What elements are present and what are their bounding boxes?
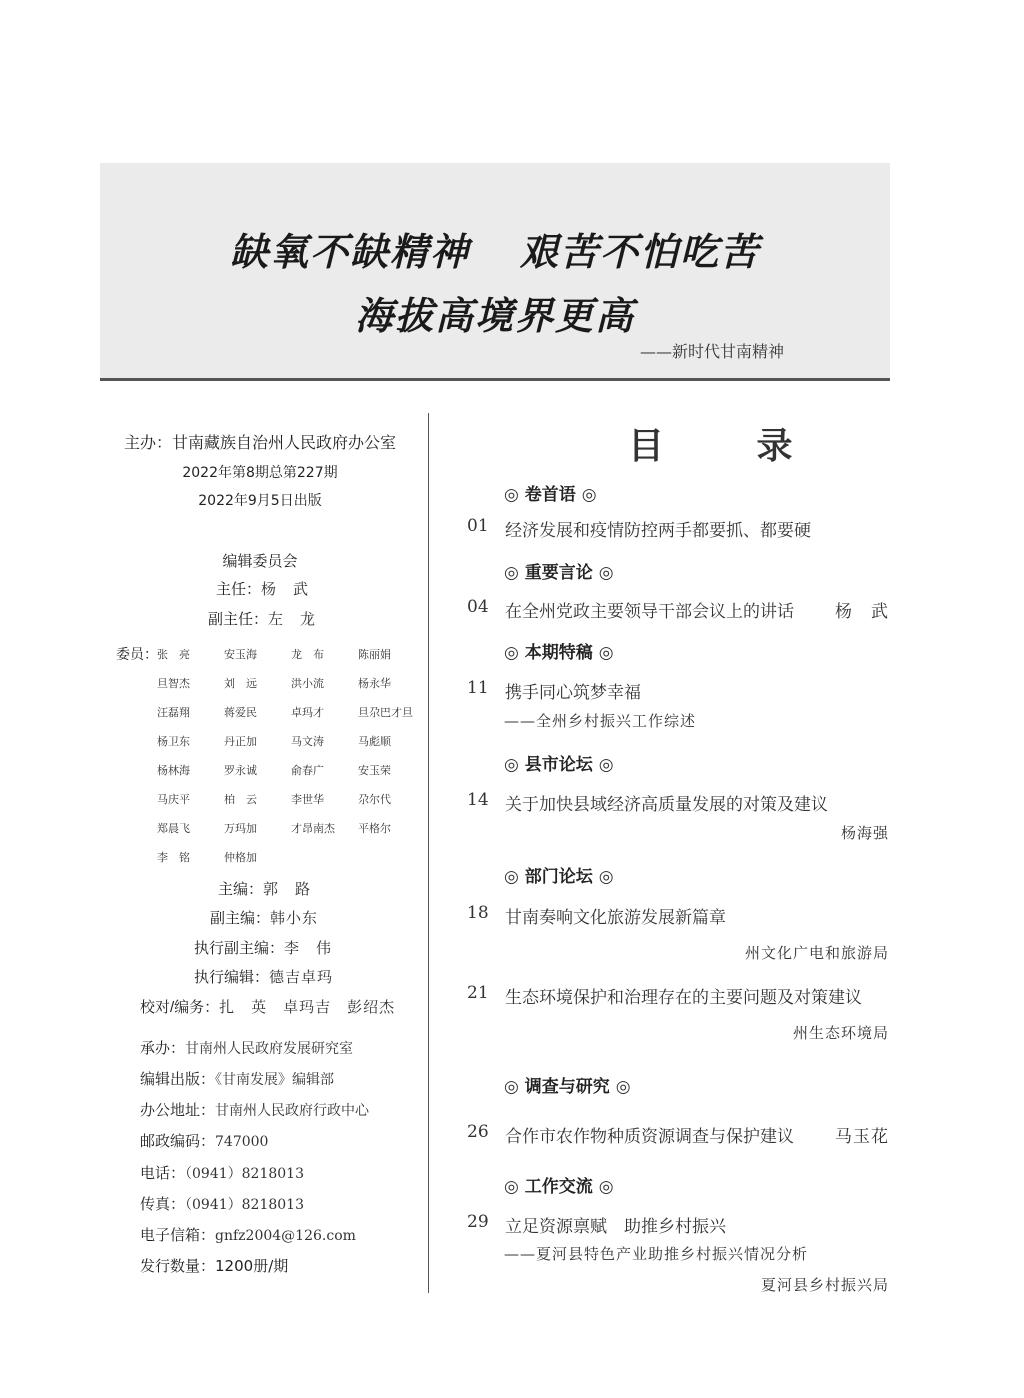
fax-row: 传真：（0941）8218013 xyxy=(140,1195,304,1213)
banner-divider xyxy=(100,378,890,381)
committee-member: 柏 云 xyxy=(224,793,257,806)
publication-date: 2022年9月5日出版 xyxy=(198,493,322,509)
committee-member: 李世华 xyxy=(291,793,324,806)
host-organization: 主办：甘南藏族自治州人民政府办公室 xyxy=(123,433,396,452)
proofreader-row: 校对/编务：扎 英 卓玛吉 彭绍杰 xyxy=(140,998,396,1016)
section-heading: ◎ 部门论坛 ◎ xyxy=(504,867,614,887)
toc-title: 目 录 xyxy=(628,425,833,467)
circulation-row: 发行数量：1200册/期 xyxy=(140,1257,289,1275)
committee-member: 尕尔代 xyxy=(358,793,391,806)
section-heading: ◎ 重要言论 ◎ xyxy=(504,563,614,583)
postcode-row: 邮政编码：747000 xyxy=(140,1132,269,1150)
email-row: 电子信箱：gnfz2004@126.com xyxy=(140,1226,356,1244)
committee-member: 汪磊翔 xyxy=(157,706,190,719)
committee-member: 蒋爱民 xyxy=(224,706,257,719)
members-label: 委员： xyxy=(116,647,158,663)
committee-member: 马庆平 xyxy=(157,793,190,806)
committee-member: 安玉荣 xyxy=(358,764,391,777)
deputy-chief-row: 副主编：韩小东 xyxy=(210,909,319,927)
slogan-line-2: 海拔高境界更高 xyxy=(354,293,635,338)
column-divider xyxy=(428,413,429,1293)
committee-member: 陈丽娟 xyxy=(358,648,391,661)
section-heading: ◎ 卷首语 ◎ xyxy=(504,485,597,505)
phone-row: 电话：（0941）8218013 xyxy=(140,1164,304,1182)
committee-member: 丹正加 xyxy=(224,735,257,748)
committee-member: 旦智杰 xyxy=(157,677,190,690)
committee-member: 杨林海 xyxy=(157,764,190,777)
committee-member: 安玉海 xyxy=(224,648,257,661)
committee-member: 杨卫东 xyxy=(157,735,190,748)
committee-member: 郑晨飞 xyxy=(157,822,190,835)
exec-editor-row: 执行编辑：德吉卓玛 xyxy=(194,968,334,986)
committee-member: 龙 布 xyxy=(291,648,324,661)
address-row: 办公地址：甘南州人民政府行政中心 xyxy=(140,1101,370,1119)
committee-member: 马彪顺 xyxy=(358,735,391,748)
committee-member: 马文涛 xyxy=(291,735,324,748)
chief-editor-row: 主编：郭 路 xyxy=(218,880,312,898)
committee-member: 李 铭 xyxy=(157,851,190,864)
committee-member: 洪小流 xyxy=(291,677,324,690)
issue-number: 2022年第8期总第227期 xyxy=(182,465,338,481)
slogan-attribution: ——新时代甘南精神 xyxy=(639,342,784,361)
toc-entry-subtitle: ——全州乡村振兴工作综述 xyxy=(504,712,697,730)
committee-member: 卓玛才 xyxy=(291,706,324,719)
deputy-director-row: 副主任：左 龙 xyxy=(208,610,317,628)
toc-entry-author: 夏河县乡村振兴局 xyxy=(760,1276,889,1294)
committee-member: 俞春广 xyxy=(291,764,324,777)
editorial-board-title: 编辑委员会 xyxy=(222,552,298,570)
toc-entry-author: 杨海强 xyxy=(840,824,889,842)
committee-member: 张 亮 xyxy=(157,648,190,661)
slogan-banner xyxy=(100,163,890,379)
director-row: 主任：杨 武 xyxy=(216,580,310,598)
slogan-line-1: 缺氧不缺精神 艰苦不怕吃苦 xyxy=(229,229,761,274)
committee-member: 罗永诚 xyxy=(224,764,257,777)
members-grid xyxy=(157,645,427,867)
exec-deputy-row: 执行副主编：李 伟 xyxy=(194,939,333,957)
section-heading: ◎ 工作交流 ◎ xyxy=(504,1177,614,1197)
section-heading: ◎ 本期特稿 ◎ xyxy=(504,643,614,663)
committee-member: 旦尕巴才旦 xyxy=(358,706,413,719)
toc-entry-subtitle: ——夏河县特色产业助推乡村振兴情况分析 xyxy=(504,1245,809,1263)
toc-entry-author: 州文化广电和旅游局 xyxy=(744,944,889,962)
committee-member: 仲格加 xyxy=(224,851,257,864)
editor-publisher-row: 编辑出版：《甘南发展》编辑部 xyxy=(140,1070,335,1088)
toc-entry-author: 州生态环境局 xyxy=(792,1024,889,1042)
section-heading: ◎ 县市论坛 ◎ xyxy=(504,755,614,775)
undertaker-row: 承办：甘南州人民政府发展研究室 xyxy=(140,1039,354,1057)
committee-member: 万玛加 xyxy=(224,822,257,835)
committee-member: 才昂南杰 xyxy=(291,822,335,835)
committee-member: 杨永华 xyxy=(358,677,391,690)
section-heading: ◎ 调查与研究 ◎ xyxy=(504,1077,631,1097)
committee-member: 刘 远 xyxy=(224,677,257,690)
committee-member: 平格尔 xyxy=(358,822,391,835)
